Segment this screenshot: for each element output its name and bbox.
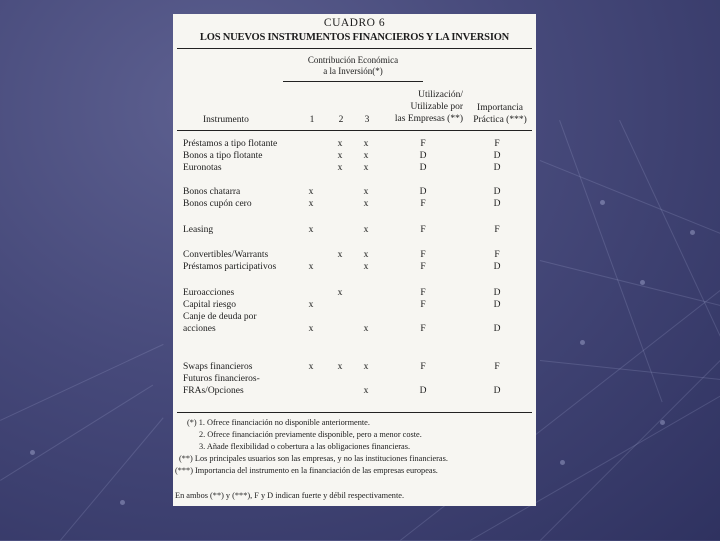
table-row [173, 199, 536, 211]
instrument-name: Swaps financieros [183, 362, 253, 372]
utilization-value: D [419, 151, 427, 161]
contrib-1-mark: x [308, 362, 314, 372]
utilization-value: F [420, 288, 426, 298]
contrib-2-mark: x [337, 362, 343, 372]
table-row [173, 324, 536, 336]
contrib-1-mark: x [308, 225, 314, 235]
table-row [173, 139, 536, 151]
utilization-value: F [420, 324, 426, 334]
importance-value: D [493, 199, 501, 209]
contribution-underline [283, 81, 423, 82]
instrument-name: Bonos a tipo flotante [183, 151, 263, 161]
table-row [173, 300, 536, 312]
contribution-header: Contribución Económica a la Inversión(*) [307, 55, 399, 76]
table-row [173, 312, 536, 324]
instrument-name: Préstamos participativos [183, 262, 277, 272]
contrib-2-mark: x [337, 139, 343, 149]
table-row [173, 163, 536, 175]
note-4: (**) Los principales usuarios son las empresas, y no las instituciones financieras. [179, 454, 448, 463]
contrib-3-mark: x [363, 187, 369, 197]
table-row [173, 288, 536, 300]
utilization-value: F [420, 199, 426, 209]
col-2-header: 2 [338, 115, 344, 125]
table-row [173, 374, 536, 386]
instrument-name: Bonos chatarra [183, 187, 241, 197]
table-row [173, 225, 536, 237]
importance-header: Importancia Práctica (***) [473, 103, 527, 125]
importance-value: D [493, 288, 501, 298]
instrument-name: Canje de deuda por [183, 312, 257, 322]
contrib-1-mark: x [308, 199, 314, 209]
importance-value: F [494, 139, 500, 149]
importance-value: D [493, 386, 501, 396]
instrument-name: Bonos cupón cero [183, 199, 252, 209]
contrib-3-mark: x [363, 225, 369, 235]
contrib-3-mark: x [363, 139, 369, 149]
importance-value: F [494, 362, 500, 372]
utilization-value: F [420, 225, 426, 235]
importance-value: D [493, 187, 501, 197]
instrument-name: Euroacciones [183, 288, 235, 298]
importance-value: D [493, 262, 501, 272]
importance-value: D [493, 163, 501, 173]
instrument-name: Leasing [183, 225, 214, 235]
importance-value: D [493, 300, 501, 310]
contrib-1-mark: x [308, 187, 314, 197]
importance-value: D [493, 324, 501, 334]
notes-rule [177, 412, 532, 413]
divider [177, 48, 532, 49]
utilization-value: D [419, 163, 427, 173]
utilization-header: Utilización/ Utilizable por las Empresas (**) [394, 90, 463, 124]
instrument-name: Futuros financieros- [183, 374, 260, 384]
col-3-header: 3 [364, 115, 370, 125]
contrib-3-mark: x [363, 262, 369, 272]
contrib-3-mark: x [363, 250, 369, 260]
instrument-name: Convertibles/Warrants [183, 250, 269, 260]
instrument-header: Instrumento [203, 115, 249, 125]
contrib-2-mark: x [337, 250, 343, 260]
table-row [173, 151, 536, 163]
instrument-name: Capital riesgo [183, 300, 237, 310]
utilization-value: D [419, 187, 427, 197]
note-5: (***) Importancia del instrumento en la financiación de las empresas europeas. [175, 466, 438, 475]
contrib-2-mark: x [337, 163, 343, 173]
utilization-value: D [419, 386, 427, 396]
utilization-value: F [420, 300, 426, 310]
instrument-name: FRAs/Opciones [183, 386, 244, 396]
document-subtitle: LOS NUEVOS INSTRUMENTOS FINANCIEROS Y LA INVERSION [199, 32, 510, 43]
instrument-name: Préstamos a tipo flotante [183, 139, 278, 149]
contrib-2-mark: x [337, 288, 343, 298]
utilization-value: F [420, 139, 426, 149]
importance-value: D [493, 151, 501, 161]
contrib-3-mark: x [363, 324, 369, 334]
document-title: CUADRO 6 [323, 17, 386, 29]
header-rule [177, 130, 532, 131]
table-row [173, 386, 536, 398]
utilization-value: F [420, 362, 426, 372]
table-row [173, 187, 536, 199]
contrib-3-mark: x [363, 386, 369, 396]
utilization-value: F [420, 262, 426, 272]
contrib-1-mark: x [308, 324, 314, 334]
instrument-name: Euronotas [183, 163, 222, 173]
contrib-1-mark: x [308, 300, 314, 310]
note-2: 2. Ofrece financiación previamente disponible, pero a menor coste. [199, 430, 422, 439]
table-row [173, 262, 536, 274]
note-1: (*) 1. Ofrece financiación no disponible anteriormente. [187, 418, 370, 427]
contrib-1-mark: x [308, 262, 314, 272]
contrib-3-mark: x [363, 151, 369, 161]
contrib-3-mark: x [363, 199, 369, 209]
table-row [173, 362, 536, 374]
contrib-2-mark: x [337, 151, 343, 161]
instrument-name: acciones [183, 324, 216, 334]
contrib-3-mark: x [363, 163, 369, 173]
contrib-3-mark: x [363, 362, 369, 372]
note-3: 3. Añade flexibilidad o cobertura a las obligaciones financieras. [199, 442, 411, 451]
table-row [173, 250, 536, 262]
utilization-value: F [420, 250, 426, 260]
importance-value: F [494, 250, 500, 260]
footer-note: En ambos (**) y (***), F y D indican fuerte y débil respectivamente. [175, 491, 405, 500]
col-1-header: 1 [309, 115, 315, 125]
importance-value: F [494, 225, 500, 235]
scanned-table-document [173, 14, 536, 506]
